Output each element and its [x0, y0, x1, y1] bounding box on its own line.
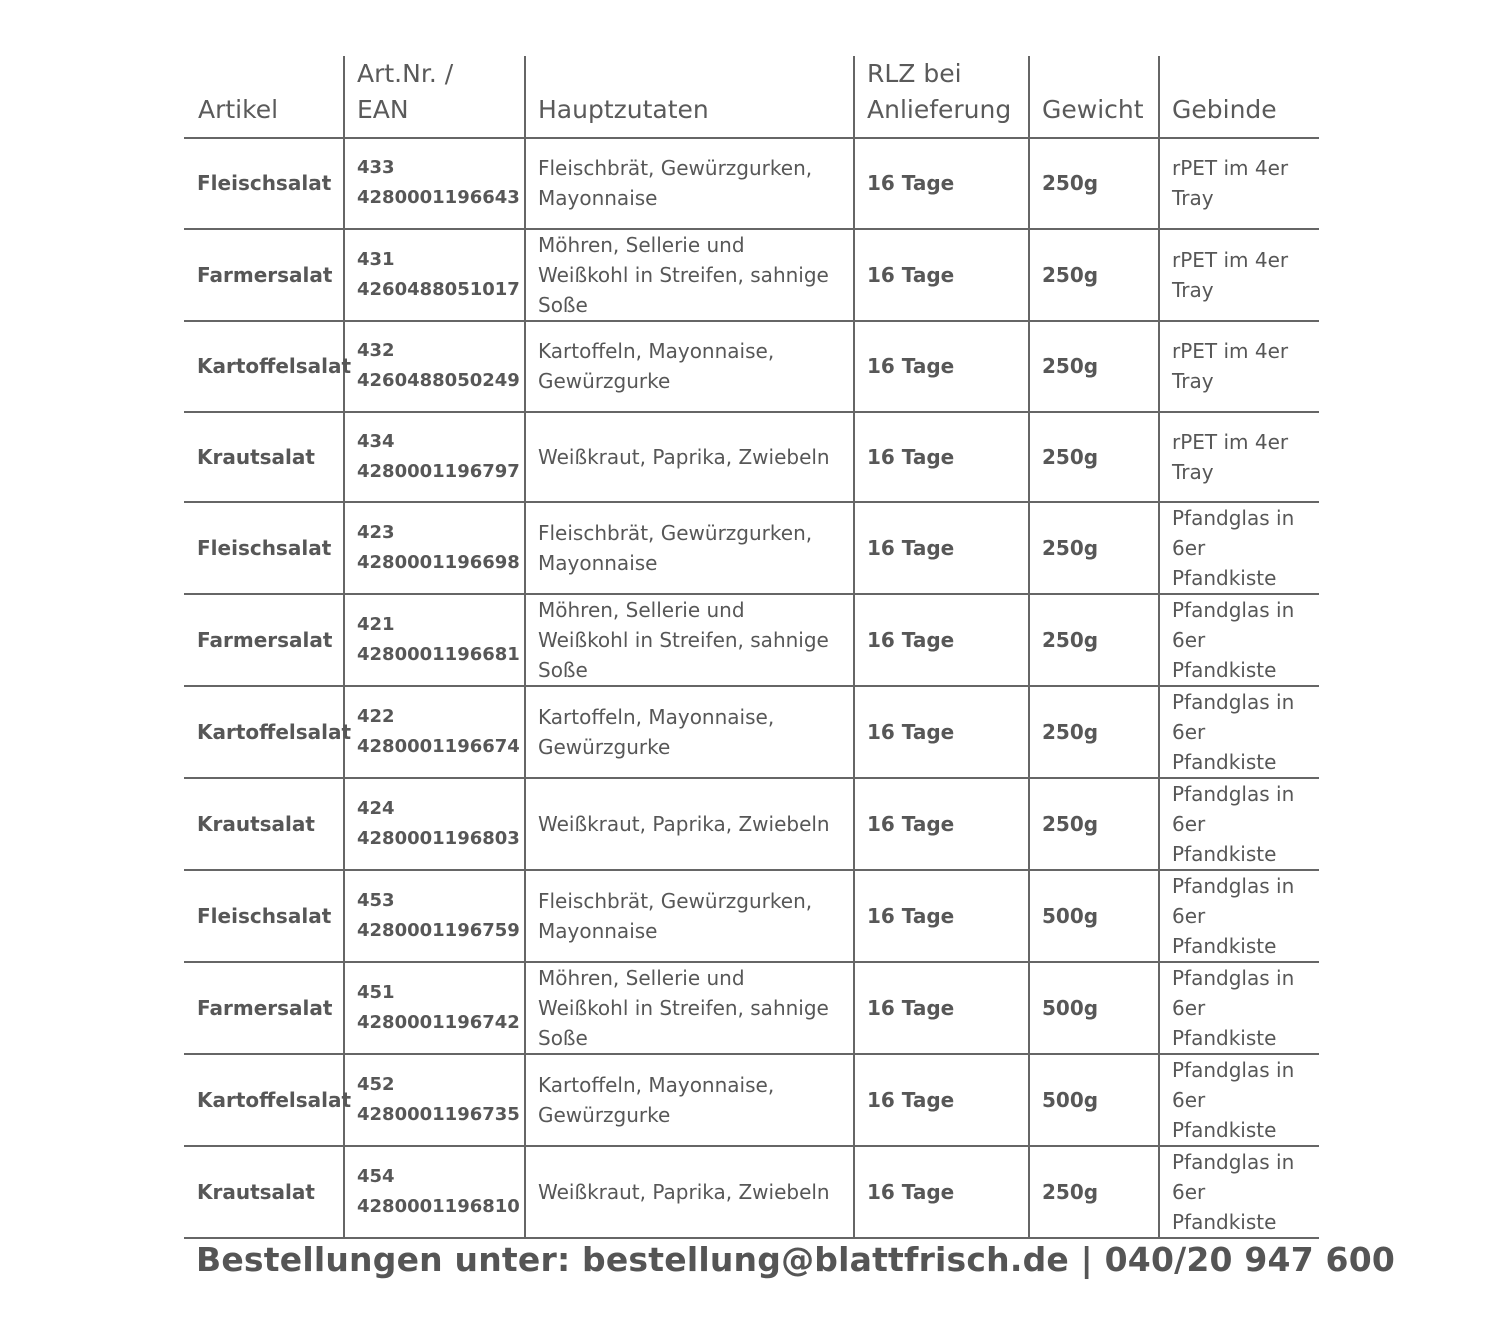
header-rlz-line2: Anlieferung	[867, 95, 1012, 124]
header-gebinde: Gebinde	[1159, 56, 1319, 138]
cell-artnr: 421	[357, 614, 395, 636]
cell-gewicht: 500g	[1029, 1054, 1159, 1146]
cell-rlz: 16 Tage	[854, 502, 1029, 594]
cell-gebinde: Pfandglas in 6er Pfandkiste	[1159, 962, 1319, 1054]
cell-artnr: 431	[357, 248, 395, 270]
table-row	[184, 1146, 1319, 1238]
cell-zutaten: Weißkraut, Paprika, Zwiebeln	[525, 1146, 854, 1238]
cell-ean: 4280001196797	[357, 460, 520, 482]
cell-artikel: Farmersalat	[184, 962, 344, 1054]
order-contact-footer: Bestellungen unter: bestellung@blattfrisch.de | 040/20 947 600	[196, 1240, 1396, 1279]
cell-artikel: Kartoffelsalat	[184, 686, 344, 778]
cell-gebinde: Pfandglas in 6er Pfandkiste	[1159, 686, 1319, 778]
cell-artikel: Kartoffelsalat	[184, 1054, 344, 1146]
cell-gewicht: 250g	[1029, 1146, 1159, 1238]
cell-rlz: 16 Tage	[854, 138, 1029, 229]
cell-gewicht: 250g	[1029, 778, 1159, 870]
cell-ean: 4280001196810	[357, 1196, 520, 1218]
cell-zutaten: Kartoffeln, Mayonnaise, Gewürzgurke	[525, 321, 854, 412]
cell-artnr-ean	[344, 321, 525, 412]
cell-ean: 4280001196759	[357, 920, 520, 942]
cell-zutaten: Weißkraut, Paprika, Zwiebeln	[525, 412, 854, 503]
cell-artnr: 451	[357, 982, 395, 1004]
cell-gewicht: 250g	[1029, 138, 1159, 229]
cell-artnr-ean	[344, 502, 525, 594]
cell-artnr-ean	[344, 412, 525, 503]
cell-artikel: Krautsalat	[184, 412, 344, 503]
cell-artnr: 453	[357, 890, 395, 912]
cell-ean: 4280001196735	[357, 1104, 520, 1126]
cell-ean: 4280001196698	[357, 552, 520, 574]
table-row	[184, 502, 1319, 594]
table-row	[184, 962, 1319, 1054]
cell-gebinde: Pfandglas in 6er Pfandkiste	[1159, 870, 1319, 962]
cell-artikel: Krautsalat	[184, 778, 344, 870]
cell-artikel: Fleischsalat	[184, 870, 344, 962]
product-table	[184, 56, 1319, 1239]
cell-rlz: 16 Tage	[854, 321, 1029, 412]
cell-artnr: 434	[357, 430, 395, 452]
cell-artnr-ean	[344, 594, 525, 686]
cell-gewicht: 500g	[1029, 870, 1159, 962]
cell-rlz: 16 Tage	[854, 229, 1029, 321]
cell-gebinde: rPET im 4er Tray	[1159, 229, 1319, 321]
cell-artikel: Fleischsalat	[184, 502, 344, 594]
cell-zutaten: Möhren, Sellerie und Weißkohl in Streifen, sahnige Soße	[525, 594, 854, 686]
cell-ean: 4280001196742	[357, 1012, 520, 1034]
table-row	[184, 778, 1319, 870]
cell-artnr: 433	[357, 157, 395, 179]
table-row	[184, 412, 1319, 503]
product-table-container	[184, 56, 1319, 1239]
cell-artnr: 454	[357, 1166, 395, 1188]
cell-artnr-ean	[344, 138, 525, 229]
cell-rlz: 16 Tage	[854, 594, 1029, 686]
table-header-row	[184, 56, 1319, 138]
cell-gebinde: rPET im 4er Tray	[1159, 321, 1319, 412]
table-row	[184, 229, 1319, 321]
cell-rlz: 16 Tage	[854, 1146, 1029, 1238]
cell-artnr-ean	[344, 778, 525, 870]
cell-gewicht: 250g	[1029, 686, 1159, 778]
cell-zutaten: Fleischbrät, Gewürzgurken, Mayonnaise	[525, 502, 854, 594]
cell-zutaten: Kartoffeln, Mayonnaise, Gewürzgurke	[525, 686, 854, 778]
cell-ean: 4280001196674	[357, 736, 520, 758]
cell-gewicht: 250g	[1029, 229, 1159, 321]
cell-rlz: 16 Tage	[854, 962, 1029, 1054]
cell-artikel: Farmersalat	[184, 594, 344, 686]
table-row	[184, 321, 1319, 412]
cell-zutaten: Fleischbrät, Gewürzgurken, Mayonnaise	[525, 138, 854, 229]
cell-rlz: 16 Tage	[854, 870, 1029, 962]
cell-gewicht: 500g	[1029, 962, 1159, 1054]
header-zutaten: Hauptzutaten	[525, 56, 854, 138]
cell-artikel: Kartoffelsalat	[184, 321, 344, 412]
cell-artnr-ean	[344, 229, 525, 321]
cell-gebinde: Pfandglas in 6er Pfandkiste	[1159, 502, 1319, 594]
cell-gebinde: Pfandglas in 6er Pfandkiste	[1159, 778, 1319, 870]
cell-artnr-ean	[344, 962, 525, 1054]
cell-artnr-ean	[344, 686, 525, 778]
cell-gewicht: 250g	[1029, 594, 1159, 686]
cell-gebinde: Pfandglas in 6er Pfandkiste	[1159, 594, 1319, 686]
cell-gewicht: 250g	[1029, 412, 1159, 503]
table-row	[184, 1054, 1319, 1146]
cell-gewicht: 250g	[1029, 502, 1159, 594]
cell-gebinde: Pfandglas in 6er Pfandkiste	[1159, 1146, 1319, 1238]
cell-artnr: 423	[357, 522, 395, 544]
cell-gebinde: rPET im 4er Tray	[1159, 412, 1319, 503]
cell-gewicht: 250g	[1029, 321, 1159, 412]
cell-rlz: 16 Tage	[854, 686, 1029, 778]
cell-zutaten: Möhren, Sellerie und Weißkohl in Streifen, sahnige Soße	[525, 229, 854, 321]
cell-zutaten: Möhren, Sellerie und Weißkohl in Streifen, sahnige Soße	[525, 962, 854, 1054]
cell-artnr-ean	[344, 1146, 525, 1238]
cell-artnr: 424	[357, 798, 395, 820]
cell-rlz: 16 Tage	[854, 1054, 1029, 1146]
cell-ean: 4280001196803	[357, 828, 520, 850]
cell-artikel: Fleischsalat	[184, 138, 344, 229]
header-gewicht: Gewicht	[1029, 56, 1159, 138]
cell-gebinde: rPET im 4er Tray	[1159, 138, 1319, 229]
table-row	[184, 870, 1319, 962]
cell-artikel: Krautsalat	[184, 1146, 344, 1238]
cell-zutaten: Fleischbrät, Gewürzgurken, Mayonnaise	[525, 870, 854, 962]
cell-ean: 4260488051017	[357, 278, 520, 300]
table-body	[184, 138, 1319, 1238]
table-row	[184, 594, 1319, 686]
header-artikel: Artikel	[184, 56, 344, 138]
table-row	[184, 686, 1319, 778]
cell-artnr: 422	[357, 706, 395, 728]
header-artnr: Art.Nr. / EAN	[344, 56, 525, 138]
cell-ean: 4260488050249	[357, 370, 520, 392]
table-row	[184, 138, 1319, 229]
cell-ean: 4280001196643	[357, 187, 520, 209]
cell-rlz: 16 Tage	[854, 412, 1029, 503]
cell-artnr-ean	[344, 1054, 525, 1146]
header-rlz	[854, 56, 1029, 138]
cell-zutaten: Weißkraut, Paprika, Zwiebeln	[525, 778, 854, 870]
header-rlz-line1: RLZ bei	[867, 59, 962, 88]
cell-artnr: 452	[357, 1074, 395, 1096]
cell-artnr: 432	[357, 340, 395, 362]
cell-gebinde: Pfandglas in 6er Pfandkiste	[1159, 1054, 1319, 1146]
cell-artnr-ean	[344, 870, 525, 962]
cell-artikel: Farmersalat	[184, 229, 344, 321]
cell-ean: 4280001196681	[357, 644, 520, 666]
cell-rlz: 16 Tage	[854, 778, 1029, 870]
cell-zutaten: Kartoffeln, Mayonnaise, Gewürzgurke	[525, 1054, 854, 1146]
